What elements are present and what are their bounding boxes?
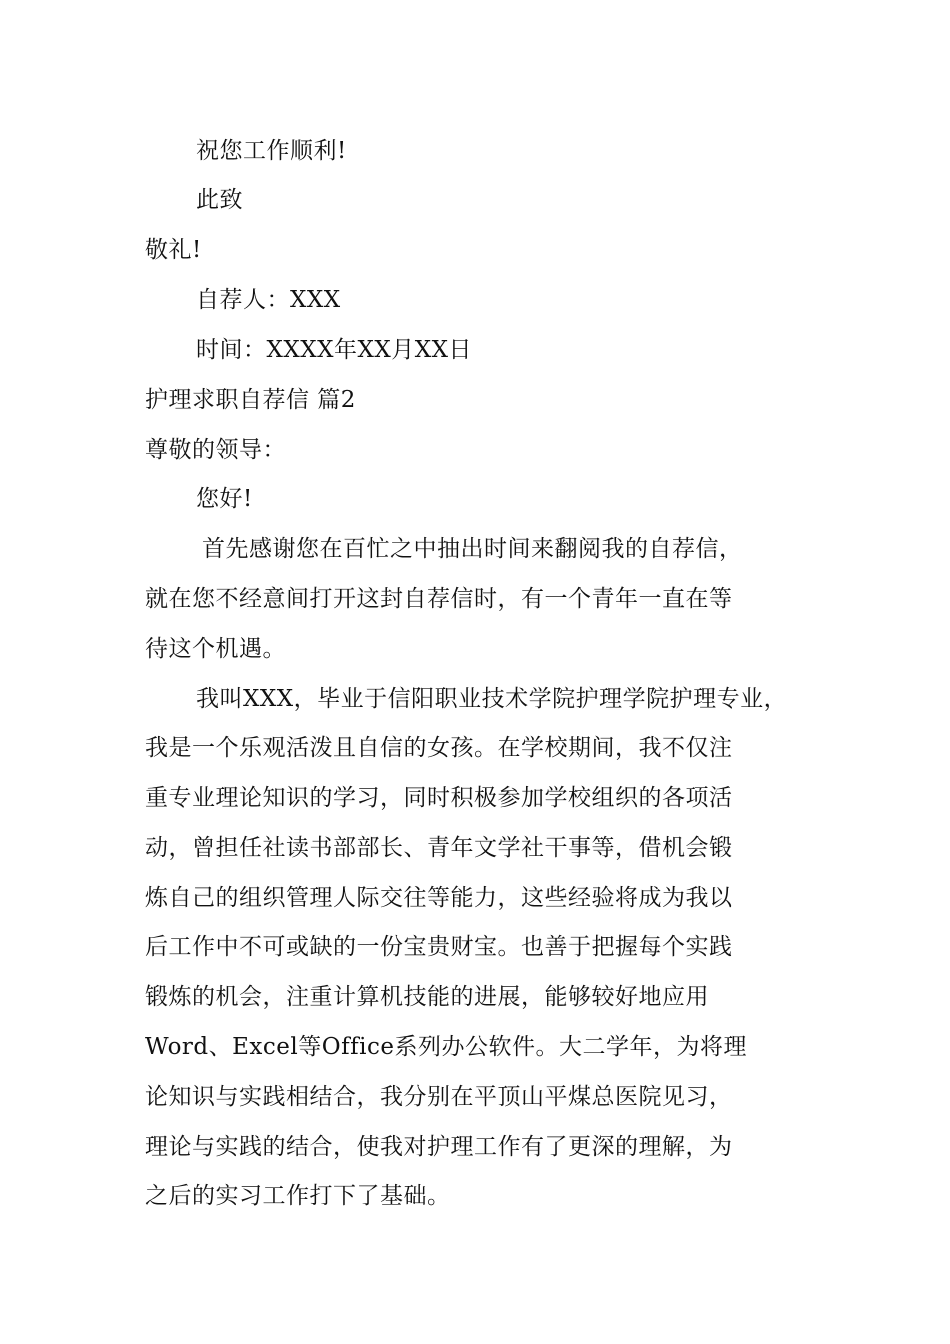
paragraph-2-line: 我是一个乐观活泼且自信的女孩。在学校期间，我不仅注 — [145, 735, 733, 761]
closing-signer: 自荐人：XXX — [196, 287, 341, 313]
letter-greeting: 您好! — [196, 486, 253, 512]
letter-title: 护理求职自荐信 篇2 — [145, 387, 356, 413]
paragraph-2-line: 动，曾担任社读书部部长、青年文学社干事等，借机会锻 — [145, 835, 733, 861]
closing-ci-zhi: 此致 — [196, 187, 243, 213]
paragraph-2-line: 我叫XXX，毕业于信阳职业技术学院护理学院护理专业， — [196, 686, 788, 712]
closing-jing-li: 敬礼! — [145, 237, 202, 263]
paragraph-2-line: Word、Excel等Office系列办公软件。大二学年，为将理 — [145, 1034, 747, 1060]
closing-date: 时间：XXXX年XX月XX日 — [196, 337, 472, 363]
paragraph-1-line: 待这个机遇。 — [145, 636, 286, 662]
paragraph-2-line: 论知识与实践相结合，我分别在平顶山平煤总医院见习， — [145, 1084, 733, 1110]
paragraph-2-line: 重专业理论知识的学习，同时积极参加学校组织的各项活 — [145, 785, 733, 811]
paragraph-1-line: 就在您不经意间打开这封自荐信时，有一个青年一直在等 — [145, 586, 733, 612]
paragraph-2-line: 锻炼的机会，注重计算机技能的进展，能够较好地应用 — [145, 984, 709, 1010]
letter-salutation: 尊敬的领导： — [145, 437, 286, 463]
paragraph-2-line: 理论与实践的结合，使我对护理工作有了更深的理解，为 — [145, 1134, 733, 1160]
paragraph-2-line: 炼自己的组织管理人际交往等能力，这些经验将成为我以 — [145, 885, 733, 911]
paragraph-2-line: 后工作中不可或缺的一份宝贵财宝。也善于把握每个实践 — [145, 934, 733, 960]
paragraph-1-line: 首先感谢您在百忙之中抽出时间来翻阅我的自荐信， — [202, 536, 743, 562]
paragraph-2-line: 之后的实习工作打下了基础。 — [145, 1183, 451, 1209]
closing-wish: 祝您工作顺利! — [196, 138, 347, 164]
